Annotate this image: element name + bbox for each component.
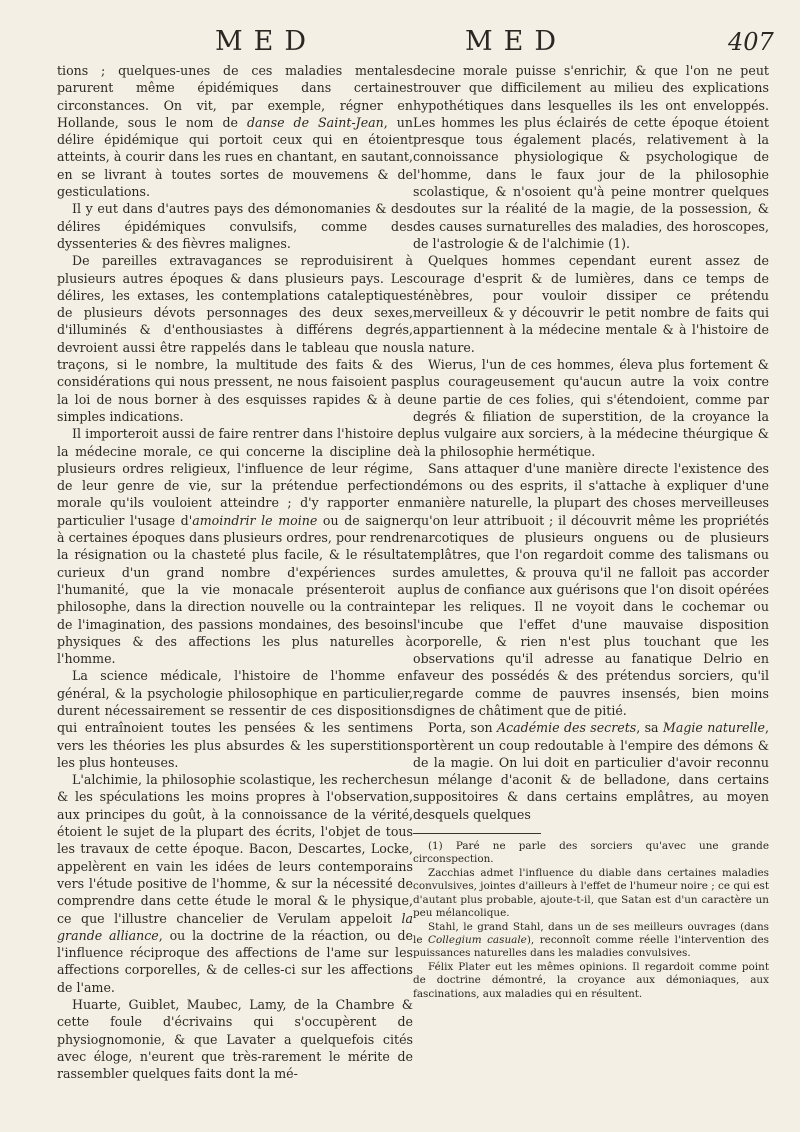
paragraph: [57, 771, 413, 996]
text: ), reconnoît comme réelle l'intervention des puissances naturelles dans les maladies convulsives.: [413, 933, 769, 960]
running-title-right: MED: [465, 26, 568, 57]
paragraph: Sans attaquer d'une manière directe l'existence des démons ou des esprits, il s'attache à expliquer d'une manière naturelle, la plupart des choses merveilleuses qu'on leur attribuoit ; il découvrit même les propriétés narcotiques de plusieurs onguens ou de plusieurs emplâtres, que l'on regardoit comme des talismans ou des amulettes, & prouva qu'il ne falloit pas accorder plus de confiance aux guérisons que l'on disoit opérées par les reliques. Il ne voyoit dans le cochemar ou l'incube que l'effet d'une mauvaise disposition corporelle, & rien n'est plus touchant que les observations qu'il adresse au fanatique Delrio en faveur des possédés & des prétendus sorciers, qu'il regarde comme de pauvres insensés, bien moins dignes de châtiment que de pitié.: [413, 460, 769, 718]
italic-term: Académie des secrets: [497, 720, 637, 736]
text: , portèrent un coup redoutable à l'empire des démons & de la magie. On lui doit en particulier d'avoir reconnu un mélange d'aconit & de belladone, dans certains suppositoires & dans certains emplâtres, au moyen desquels quelques: [413, 720, 770, 822]
italic-term: Collegium casuale: [428, 933, 527, 946]
page-number: 407: [728, 28, 774, 56]
footnote-divider: [413, 833, 541, 834]
footnote: [413, 921, 769, 961]
text: , un délire épidémique qui portoit ceux qui en étoient atteints, à courir dans les rues en chantant, en sautant, en se livrant à toutes sortes de mouvemens & de gesticulations.: [57, 114, 413, 200]
paragraph: Huarte, Guiblet, Maubec, Lamy, de la Chambre & cette foule d'écrivains qui s'occupèrent de physiognomonie, & que Lavater a quelquefois cités avec éloge, n'eurent que très-rarement le mérite de rassembler quelques faits dont la mé-: [57, 997, 413, 1082]
text: , ou la doctrine de la réaction, ou de l'influence réciproque des affections de l'ame sur les affections corporelles, & de celles-ci sur les affections de l'ame.: [57, 927, 413, 995]
paragraph: Il y eut dans d'autres pays des démonomanies & des délires épidémiques convulsifs, comme des dyssenteries & des fièvres malignes.: [57, 201, 413, 251]
paragraph: La science médicale, l'histoire de l'homme en général, & la psychologie philosophique en particulier, durent nécessairement se ressentir de ces dispositions qui entraînoient toutes les pensées & les sentimens vers les théories les plus absurdes & les superstitions les plus honteuses.: [57, 668, 413, 770]
running-title-left: MED: [215, 26, 318, 57]
paragraph: decine morale puisse s'enrichir, & que l'on ne peut trouver que difficilement au milieu des explications hypothétiques dans lesquelles ils les ont enveloppés. Les hommes les plus éclairés de cette époque étoient presque tous également placés, relativement à la connoissance physiologique & psychologique de l'homme, dans le faux jour de la philosophie scolastique, & n'osoient qu'à peine montrer quelques doutes sur la réalité de la magie, de la possession, & des causes surnaturelles des maladies, des horoscopes, de l'astrologie & de l'alchimie (1).: [413, 63, 769, 251]
italic-term: la grande alliance: [57, 910, 413, 943]
italic-term: Magie naturelle: [662, 720, 765, 736]
text: Porta, son: [428, 720, 493, 736]
left-column: [57, 62, 413, 1083]
italic-term: danse de Saint-Jean: [246, 114, 384, 130]
paragraph: [413, 719, 769, 823]
text: Stahl, le grand Stahl, dans un de ses meilleurs ouvrages (dans le: [413, 920, 769, 946]
footnote: (1) Paré ne parle des sorciers qu'avec une grande circonspection.: [413, 840, 769, 866]
text: , sa: [636, 720, 659, 736]
paragraph: Wierus, l'un de ces hommes, éleva plus fortement & plus courageusement qu'aucun autre la voix contre une partie de ces folies, qui s'étendoient, comme par degrés & filiation de superstition, de la croyance la plus vulgaire aux sorciers, à la médecine théurgique & à la philosophie hermétique.: [413, 357, 769, 459]
paragraph: Quelques hommes cependant eurent assez de courage d'esprit & de lumières, dans ce temps de ténèbres, pour vouloir dissiper ce prétendu merveilleux & y découvrir le petit nombre de faits qui appartiennent à la médecine mentale & à l'histoire de la nature.: [413, 253, 769, 355]
text: L'alchimie, la philosophie scolastique, les recherches & les spéculations les moins propres à l'observation, aux principes du goût, à la connoissance de la vérité, étoient le sujet de la plupart des écrits, l'objet de tous les travaux de cette époque. Bacon, Descartes, Locke, appelèrent en vain les idées de leurs contemporains vers l'étude positive de l'homme, & sur la nécessité de comprendre dans cette étude le moral & le physique, ce que l'illustre chancelier de Verulam appeloit: [57, 772, 413, 926]
paragraph: [57, 425, 413, 667]
paragraph: De pareilles extravagances se reproduisirent à plusieurs autres époques & dans plusieurs pays. Les délires, les extases, les contemplations cataleptiques de plusieurs dévots personnages des deux sexes, d'illuminés & d'enthousiastes à différens degrés, devroient aussi être rappelés dans le tableau que nous traçons, si le nombre, la multitude des faits & des considérations qui nous pressent, ne nous faisoient pas la loi de nous borner à des esquisses rapides & à de simples indications.: [57, 253, 413, 424]
right-column: [413, 62, 769, 1001]
italic-term: amoindrir le moine: [192, 512, 318, 528]
text: ou de saigner à certaines époques dans plusieurs ordres, pour rendre la résignation ou la chasteté plus facile, & le résultat curieux d'un grand nombre d'expériences sur l'humanité, que la vie monacale présenteroit au philosophe, dans la direction nouvelle ou la contrainte de l'imagination, des passions mondaines, des besoins physiques & des affections les plus naturelles à l'homme.: [57, 512, 413, 667]
footnote: Félix Plater eut les mêmes opinions. Il regardoit comme point de doctrine démontré, la croyance aux démoniaques, aux fascinations, aux maladies qui en résultent.: [413, 960, 769, 1000]
text: tions ; quelques-unes de ces maladies mentales parurent même épidémiques dans certaines circonstances. On vit, par exemple, régner en Hollande, sous le nom de: [57, 63, 413, 130]
running-header: [0, 26, 800, 66]
paragraph: [57, 62, 413, 200]
footnotes: [413, 840, 769, 1001]
text: Il importeroit aussi de faire rentrer dans l'histoire de la médecine morale, ce qui concerne la discipline de plusieurs ordres religieux, l'influence de leur régime, de leur genre de vie, sur la prétendue perfection morale qu'ils vouloient atteindre ; d'y rapporter en particulier l'usage d': [57, 426, 413, 528]
footnote: Zacchias admet l'influence du diable dans certaines maladies convulsives, jointes d'ailleurs à l'effet de l'humeur noire ; ce qui est d'autant plus probable, ajoute-t-il, que Satan est d'un caractère un peu mélancolique.: [413, 866, 769, 920]
